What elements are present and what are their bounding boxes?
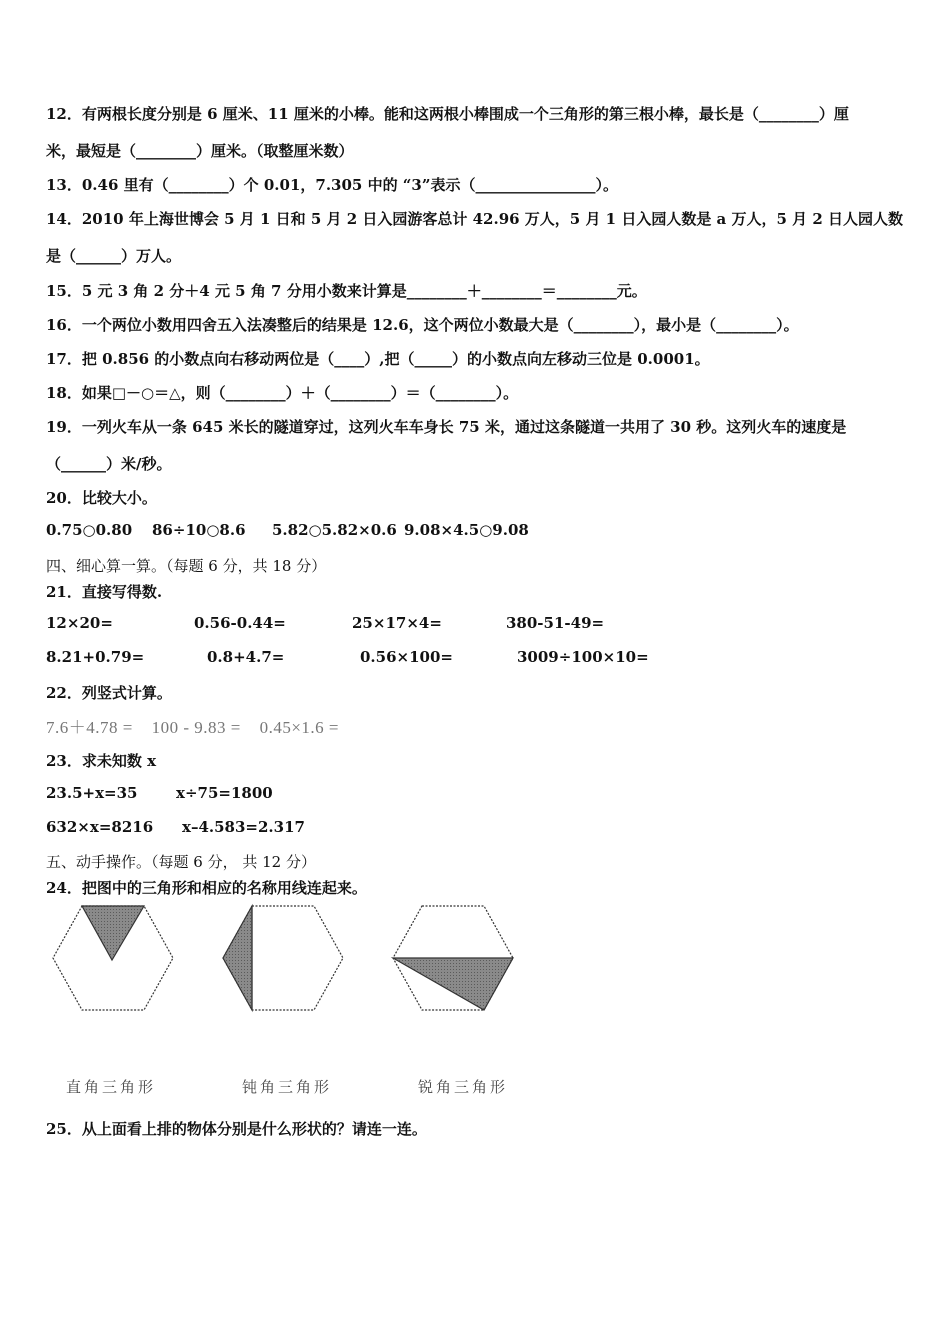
question-22-items: [46, 713, 353, 738]
section-5-heading: 五、动手操作。（每题 6 分， 共 12 分）: [46, 853, 316, 871]
section-4-heading: 四、细心算一算。（每题 6 分，共 18 分）: [46, 557, 327, 575]
hexagon-figure-3: [390, 900, 516, 1016]
compare-item: 0.75○0.80: [46, 521, 133, 539]
question-19-line-1: 19．一列火车从一条 645 米长的隧道穿过，这列火车车身长 75 米，通过这条隧道一共用了 30 秒。这列火车的速度是: [46, 418, 847, 436]
calc-item: 0.8+4.7=: [207, 648, 285, 666]
equation-item: x–4.583=2.317: [182, 818, 305, 836]
question-12-line-1: 12．有两根长度分别是 6 厘米、11 厘米的小棒。能和这两根小棒围成一个三角形的第三根小棒，最长是（________）厘: [46, 105, 849, 123]
calc-item: 25×17×4=: [352, 614, 442, 632]
hexagon-figure-1: [50, 900, 176, 1016]
equation-item: 632×x=8216: [46, 818, 154, 836]
question-22: 22．列竖式计算。: [46, 684, 172, 702]
question-21: 21．直接写得数.: [46, 583, 163, 601]
vertical-calc-item: 0.45×1.6 =: [259, 718, 340, 737]
compare-item: 9.08×4.5○9.08: [404, 521, 529, 539]
hexagon-figure-2: [220, 900, 346, 1016]
question-14-line-1: 14．2010 年上海世博会 5 月 1 日和 5 月 2 日入园游客总计 42.96 万人，5 月 1 日入园人数是 a 万人，5 月 2 日人园人数: [46, 210, 904, 228]
vertical-calc-item: 7.6＋4.78 =: [46, 718, 133, 737]
compare-item: 86÷10○8.6: [152, 521, 246, 539]
calc-item: 380-51-49=: [506, 614, 605, 632]
calc-item: 0.56×100=: [360, 648, 453, 666]
question-20: 20．比较大小。: [46, 489, 157, 507]
question-19-line-2: （______）米/秒。: [46, 455, 172, 473]
obtuse-triangle-shape: [223, 906, 252, 1010]
equation-item: x÷75=1800: [176, 784, 273, 802]
question-23: 23．求未知数 x: [46, 752, 157, 770]
question-18: 18．如果□－○＝△，则（________）＋（________）＝（________）。: [46, 384, 519, 402]
calc-item: 0.56-0.44=: [194, 614, 286, 632]
question-24: 24．把图中的三角形和相应的名称用线连起来。: [46, 879, 367, 897]
equation-item: 23.5+x=35: [46, 784, 138, 802]
caption-obtuse-triangle: 钝角三角形: [242, 1078, 333, 1096]
question-15: 15．5 元 3 角 2 分＋4 元 5 角 7 分用小数来计算是________＋________＝________元。: [46, 282, 647, 300]
calc-item: 3009÷100×10=: [517, 648, 649, 666]
question-25: 25．从上面看上排的物体分别是什么形状的？请连一连。: [46, 1120, 427, 1138]
question-13: 13．0.46 里有（________）个 0.01，7.305 中的 “3”表示（________________）。: [46, 176, 618, 194]
vertical-calc-item: 100 - 9.83 =: [151, 718, 241, 737]
calc-item: 12×20=: [46, 614, 113, 632]
question-17: 17．把 0.856 的小数点向右移动两位是（____）,把（_____）的小数点向左移动三位是 0.0001。: [46, 350, 710, 368]
question-14-line-2: 是（______）万人。: [46, 247, 182, 265]
question-12-line-2: 米，最短是（________）厘米。（取整厘米数）: [46, 142, 354, 160]
compare-item: 5.82○5.82×0.6: [272, 521, 397, 539]
caption-right-triangle: 直角三角形: [66, 1078, 157, 1096]
question-16: 16．一个两位小数用四舍五入法凑整后的结果是 12.6，这个两位小数最大是（________），最小是（________）。: [46, 316, 799, 334]
calc-item: 8.21+0.79=: [46, 648, 145, 666]
caption-acute-triangle: 锐角三角形: [418, 1078, 509, 1096]
